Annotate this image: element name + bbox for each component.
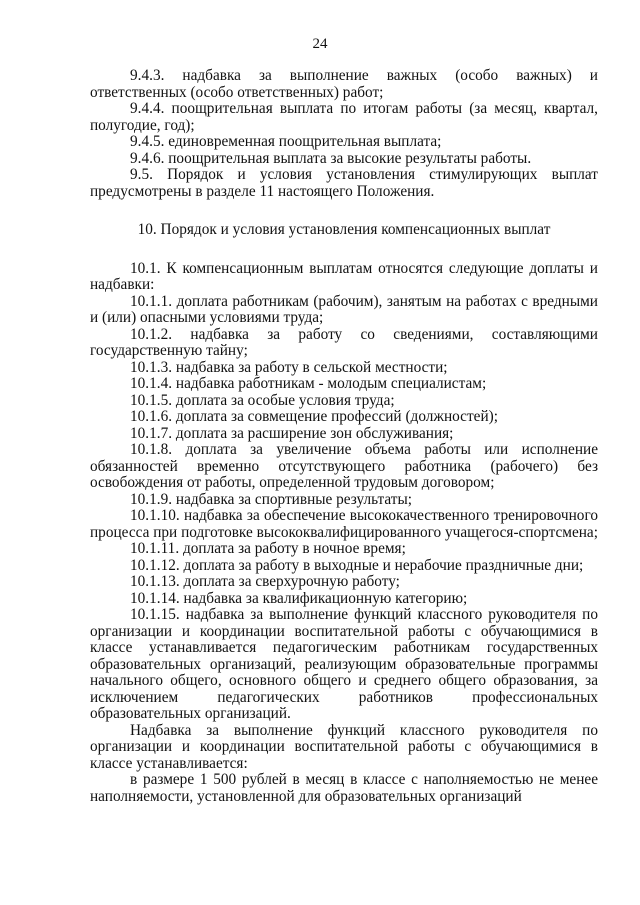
paragraph-10-1: 10.1. К компенсационным выплатам относятся следующие доплаты и надбавки:: [90, 259, 598, 293]
paragraph-10-1-6: 10.1.6. доплата за совмещение профессий (должностей);: [130, 408, 498, 425]
paragraph-10-1-5: 10.1.5. доплата за особые условия труда;: [130, 391, 395, 409]
paragraph-10-1-15: 10.1.15. надбавка за выполнение функций классного руководителя по организации и координации воспитательной работы с обучающимися в классе устанавливается педагогическим работникам государственных образовательных организаций, реализующим образовательные программы начального общего, основного общего и среднего общего образования, за исключением педагогических работников профессиональных образовательных организаций.: [90, 606, 598, 722]
paragraph-10-1-12: 10.1.12. доплата за работу в выходные и нерабочие праздничные дни;: [130, 556, 584, 574]
paragraph-10-1-13: 10.1.13. доплата за сверхурочную работу;: [130, 573, 400, 590]
paragraph-allowance-amount: в размере 1 500 рублей в месяц в классе с наполняемостью не менее наполняемости, установленной для образовательных организаций: [90, 771, 598, 805]
paragraph-10-1-3: 10.1.3. надбавка за работу в сельской местности;: [130, 358, 448, 376]
paragraph-10-1-9: 10.1.9. надбавка за спортивные результаты;: [130, 490, 412, 508]
paragraph-9-4-6: 9.4.6. поощрительная выплата за высокие результаты работы.: [130, 149, 532, 167]
paragraph-10-1-2: 10.1.2. надбавка за работу со сведениями, составляющими государственную тайну;: [90, 325, 598, 359]
paragraph-10-1-10: 10.1.10. надбавка за обеспечение высококачественного тренировочного процесса при подготовке высококвалифицированного учащегося-спортсмена;: [90, 507, 598, 541]
page-number: 24: [312, 36, 328, 52]
paragraph-allowance: Надбавка за выполнение функций классного руководителя по организации и координации воспитательной работы с обучающимися в классе устанавливается:: [90, 721, 598, 772]
paragraph-10-1-11: 10.1.11. доплата за работу в ночное время;: [130, 540, 406, 557]
paragraph-10-1-7: 10.1.7. доплата за расширение зон обслуживания;: [130, 424, 454, 442]
paragraph-10-1-1: 10.1.1. доплата работникам (рабочим), занятым на работах с вредными и (или) опасными условиями труда;: [90, 292, 598, 326]
paragraph-10-1-4: 10.1.4. надбавка работникам - молодым специалистам;: [130, 375, 487, 392]
document-body: [90, 68, 598, 805]
paragraph-9-4-5: 9.4.5. единовременная поощрительная выплата;: [130, 133, 442, 150]
section-heading: 10. Порядок и условия установления компенсационных выплат: [137, 221, 551, 238]
paragraph-10-1-14: 10.1.14. надбавка за квалификационную категорию;: [130, 589, 468, 607]
paragraph-9-4-4: 9.4.4. поощрительная выплата по итогам работы (за месяц, квартал, полугодие, год);: [90, 100, 598, 134]
paragraph-10-1-8: 10.1.8. доплата за увеличение объема работы или исполнение обязанностей временно отсутствующего работника (рабочего) без освобождения от работы, определенной трудовым договором;: [90, 441, 598, 491]
paragraph-9-4-3: 9.4.3. надбавка за выполнение важных (особо важных) и ответственных (особо ответственных) работ;: [90, 67, 598, 101]
paragraph-9-5: 9.5. Порядок и условия установления стимулирующих выплат предусмотрены в разделе 11 настоящего Положения.: [90, 166, 598, 200]
